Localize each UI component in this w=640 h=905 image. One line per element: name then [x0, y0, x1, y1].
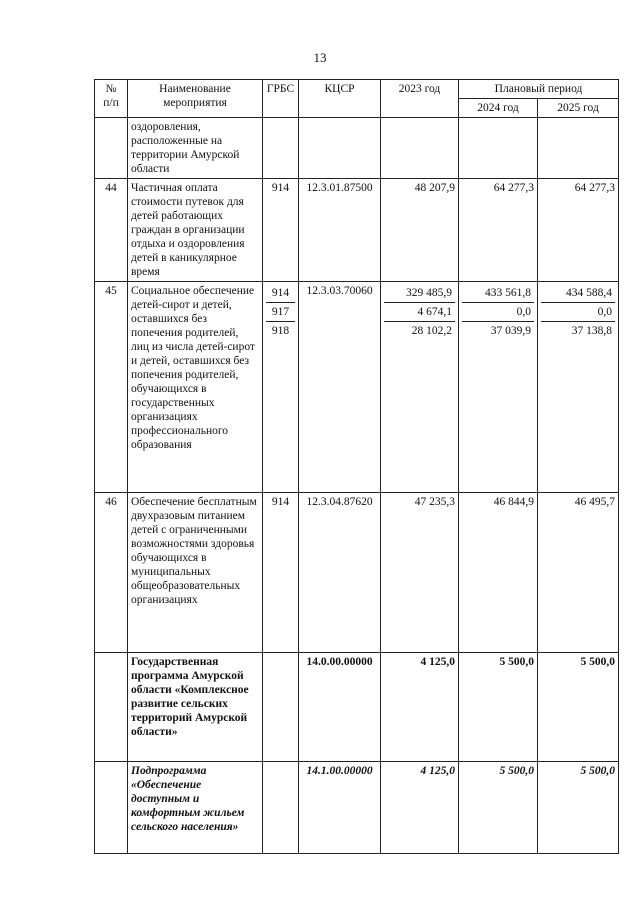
- header-2025: 2025 год: [538, 99, 619, 118]
- row-45-2023: 329 485,9 4 674,1 28 102,2: [381, 282, 459, 493]
- row-46-2025: 46 495,7: [538, 493, 619, 653]
- subprogram-2025: 5 500,0: [538, 762, 619, 854]
- row-46-2023: 47 235,3: [381, 493, 459, 653]
- row-44-num: 44: [95, 179, 128, 282]
- header-grbs: ГРБС: [263, 80, 299, 118]
- row-46-name: Обеспечение бесплатным двухразовым питанием детей с ограниченными возможностями здоровья обучающихся в муниципальных общеобразовательных организациях: [128, 493, 263, 653]
- header-2023: 2023 год: [381, 80, 459, 118]
- header-kcsr: КЦСР: [299, 80, 381, 118]
- subprogram-2023: 4 125,0: [381, 762, 459, 854]
- row-44-grbs: 914: [263, 179, 299, 282]
- header-num: № п/п: [95, 80, 128, 118]
- header-row: [95, 80, 619, 99]
- row-44-kcsr: 12.3.01.87500: [299, 179, 381, 282]
- row-46-2024: 46 844,9: [459, 493, 538, 653]
- row-44-name: Частичная оплата стоимости путевок для детей работающих граждан в организации отдыха и оздоровления детей в каникулярное время: [128, 179, 263, 282]
- table-row-44: [95, 179, 619, 282]
- header-2024: 2024 год: [459, 99, 538, 118]
- row-45-num: 45: [95, 282, 128, 493]
- table-row-45: [95, 282, 619, 493]
- page-number: 13: [313, 50, 327, 65]
- header-name: Наименование мероприятия: [128, 80, 263, 118]
- table-row-46: [95, 493, 619, 653]
- program-2025: 5 500,0: [538, 653, 619, 762]
- table-row-subprogram: [95, 762, 619, 854]
- program-kcsr: 14.0.00.00000: [299, 653, 381, 762]
- table-row-continuation: [95, 118, 619, 179]
- subprogram-kcsr: 14.1.00.00000: [299, 762, 381, 854]
- program-2024: 5 500,0: [459, 653, 538, 762]
- subprogram-2024: 5 500,0: [459, 762, 538, 854]
- row-44-2023: 48 207,9: [381, 179, 459, 282]
- row-45-2024: 433 561,8 0,0 37 039,9: [459, 282, 538, 493]
- row-45-2025: 434 588,4 0,0 37 138,8: [538, 282, 619, 493]
- continuation-name: оздоровления, расположенные на территории Амурской области: [128, 118, 263, 179]
- program-name: Государственная программа Амурской области «Комплексное развитие сельских территорий Амурской области»: [128, 653, 263, 762]
- row-46-kcsr: 12.3.04.87620: [299, 493, 381, 653]
- program-2023: 4 125,0: [381, 653, 459, 762]
- row-45-grbs: 914 917 918: [263, 282, 299, 493]
- subprogram-name: Подпрограмма «Обеспечение доступным и комфортным жильем сельского населения»: [128, 762, 263, 854]
- row-45-kcsr: 12.3.03.70060: [299, 282, 381, 493]
- budget-table: [94, 79, 619, 854]
- row-46-num: 46: [95, 493, 128, 653]
- table-row-program: [95, 653, 619, 762]
- header-planned: Плановый период: [459, 80, 619, 99]
- row-46-grbs: 914: [263, 493, 299, 653]
- row-44-2025: 64 277,3: [538, 179, 619, 282]
- row-45-name: Социальное обеспечение детей-сирот и детей, оставшихся без попечения родителей, лиц из числа детей-сирот и детей, оставшихся без попечения родителей, обучающихся в государственных организациях профессионального образования: [128, 282, 263, 493]
- row-44-2024: 64 277,3: [459, 179, 538, 282]
